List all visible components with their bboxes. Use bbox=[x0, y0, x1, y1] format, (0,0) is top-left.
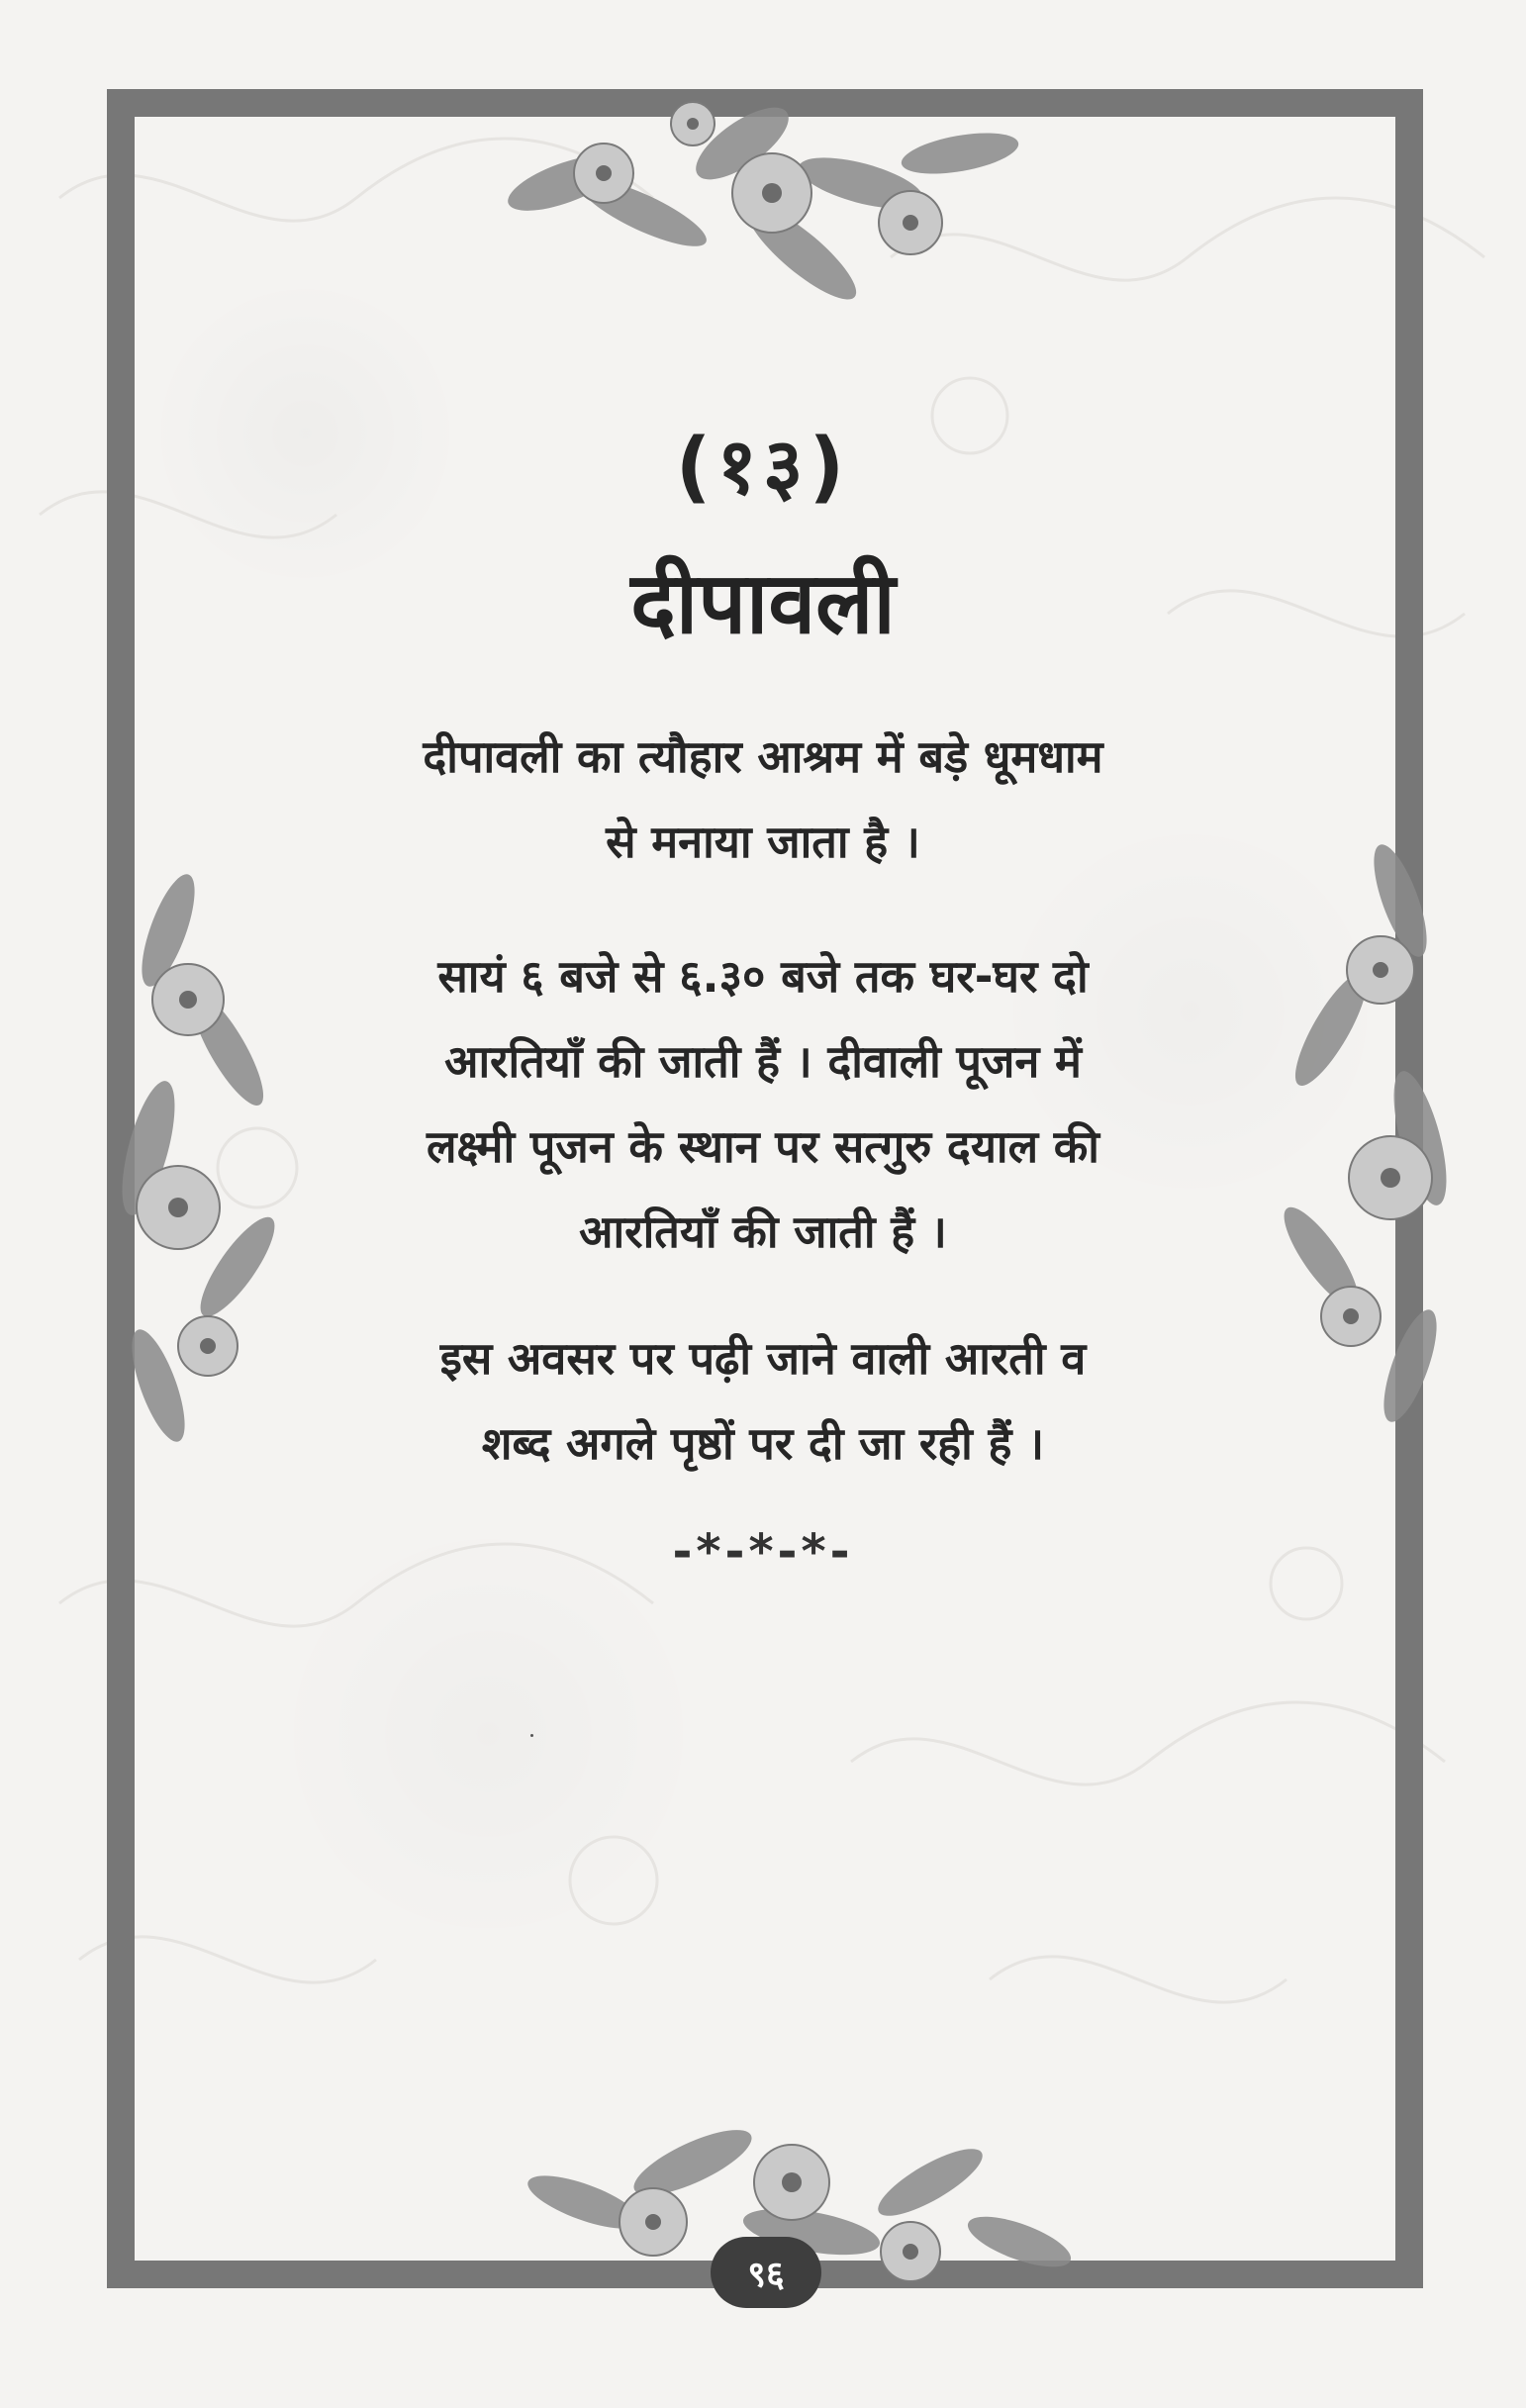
chapter-title: दीपावली bbox=[630, 554, 896, 653]
paragraph-line: आरतियाँ की जाती हैं । bbox=[579, 1205, 947, 1258]
paragraph-line: से मनाया जाता है । bbox=[606, 816, 920, 868]
paragraph-1 bbox=[297, 715, 1229, 885]
paragraph-line: सायं ६ बजे से ६.३० बजे तक घर-घर दो bbox=[437, 950, 1089, 1003]
paragraph-line: दीपावली का त्यौहार आश्रम में बड़े धूमधाम bbox=[423, 730, 1103, 783]
paragraph-line: आरतियाँ की जाती हैं । दीवाली पूजन में bbox=[444, 1035, 1082, 1088]
paragraph-line: इस अवसर पर पढ़ी जाने वाली आरती व bbox=[439, 1332, 1087, 1385]
chapter-number: (१३) bbox=[675, 423, 851, 512]
page-number: ९६ bbox=[747, 2254, 785, 2295]
ink-dot bbox=[530, 1734, 533, 1737]
floral-garland-icon bbox=[445, 64, 1089, 332]
floral-spray-icon bbox=[69, 851, 327, 1494]
paragraph-line: लक्ष्मी पूजन के स्थान पर सत्गुरु दयाल की bbox=[427, 1120, 1099, 1173]
floral-spray-icon bbox=[1242, 831, 1499, 1445]
paragraph-line: शब्द अगले पृष्ठों पर दी जा रही हैं । bbox=[481, 1417, 1045, 1470]
paragraph-3 bbox=[297, 1316, 1229, 1487]
page-number-badge bbox=[711, 2237, 821, 2308]
section-separator: -*-*-*- bbox=[672, 1524, 854, 1580]
paragraph-2 bbox=[297, 934, 1229, 1275]
